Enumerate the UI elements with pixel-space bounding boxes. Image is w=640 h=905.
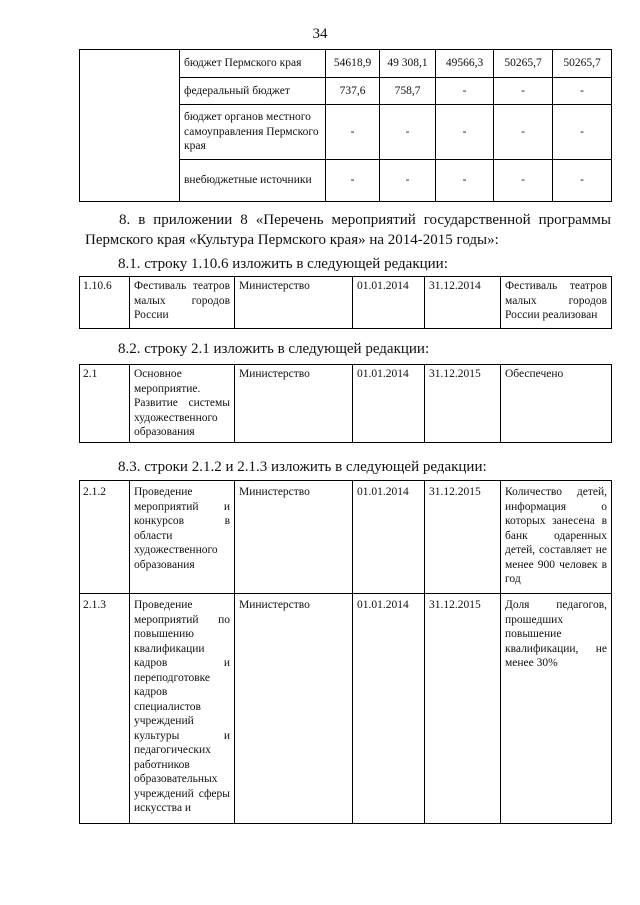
end-date: 31.12.2015 bbox=[425, 481, 501, 594]
row-table-2-1 bbox=[79, 364, 612, 443]
start-date: 01.01.2014 bbox=[353, 277, 425, 329]
end-date: 31.12.2014 bbox=[425, 277, 501, 329]
event-name: Проведение мероприятий по повышению квалификации кадров и переподготовке кадров специалистов учреждений культуры и педагогических работников образовательных учреждений сферы искусства и bbox=[130, 594, 235, 824]
table-row bbox=[80, 594, 612, 824]
funding-value: 50265,7 bbox=[494, 50, 553, 78]
start-date: 01.01.2014 bbox=[353, 365, 425, 443]
funding-value: - bbox=[326, 160, 380, 202]
event-name: Фестиваль театров малых городов России bbox=[130, 277, 235, 329]
start-date: 01.01.2014 bbox=[353, 594, 425, 824]
funding-value: - bbox=[436, 78, 494, 105]
heading-8-3: 8.3. строки 2.1.2 и 2.1.3 изложить в следующей редакции: bbox=[118, 459, 487, 475]
funding-value: 50265,7 bbox=[553, 50, 612, 78]
funding-value: - bbox=[436, 160, 494, 202]
funding-value: - bbox=[380, 160, 436, 202]
end-date: 31.12.2015 bbox=[425, 594, 501, 824]
funding-value: - bbox=[553, 78, 612, 105]
funding-value: - bbox=[494, 160, 553, 202]
row-number: 1.10.6 bbox=[80, 277, 130, 329]
row-number: 2.1.3 bbox=[80, 594, 130, 824]
event-name: Проведение мероприятий и конкурсов в области художественного образования bbox=[130, 481, 235, 594]
funding-row bbox=[80, 50, 612, 78]
result: Обеспечено bbox=[501, 365, 612, 443]
funding-value: - bbox=[380, 105, 436, 160]
funding-value: - bbox=[494, 78, 553, 105]
page-number: 34 bbox=[312, 26, 328, 42]
funding-empty-cell bbox=[80, 50, 180, 202]
funding-value: - bbox=[553, 160, 612, 202]
row-number: 2.1 bbox=[80, 365, 130, 443]
executor: Министерство bbox=[235, 365, 353, 443]
end-date: 31.12.2015 bbox=[425, 365, 501, 443]
row-table-2-1-2-and-2-1-3 bbox=[79, 480, 612, 824]
heading-8-1: 8.1. строку 1.10.6 изложить в следующей редакции: bbox=[118, 256, 448, 272]
result: Доля педагогов, прошедших повышение квалификации, не менее 30% bbox=[501, 594, 612, 824]
row-number: 2.1.2 bbox=[80, 481, 130, 594]
funding-label: бюджет Пермского края bbox=[180, 50, 326, 78]
row-table-1-10-6 bbox=[79, 276, 612, 329]
heading-8-2: 8.2. строку 2.1 изложить в следующей редакции: bbox=[118, 341, 430, 357]
funding-label: федеральный бюджет bbox=[180, 78, 326, 105]
funding-table bbox=[79, 49, 612, 202]
funding-value: - bbox=[326, 105, 380, 160]
table-row bbox=[80, 481, 612, 594]
result: Фестиваль театров малых городов России реализован bbox=[501, 277, 612, 329]
funding-value: - bbox=[494, 105, 553, 160]
funding-value: 54618,9 bbox=[326, 50, 380, 78]
funding-value: 49 308,1 bbox=[380, 50, 436, 78]
executor: Министерство bbox=[235, 277, 353, 329]
executor: Министерство bbox=[235, 594, 353, 824]
table-row bbox=[80, 277, 612, 329]
result: Количество детей, информация о которых занесена в банк одаренных детей, составляет не менее 900 человек в год bbox=[501, 481, 612, 594]
table-row bbox=[80, 365, 612, 443]
event-name: Основное мероприятие. Развитие системы художественного образования bbox=[130, 365, 235, 443]
funding-value: 737,6 bbox=[326, 78, 380, 105]
paragraph-8: 8. в приложении 8 «Перечень мероприятий государственной программы Пермского края «Культура Пермского края» на 2014-2015 годы»: bbox=[85, 212, 611, 248]
funding-value: - bbox=[436, 105, 494, 160]
funding-value: 49566,3 bbox=[436, 50, 494, 78]
funding-label: внебюджетные источники bbox=[180, 160, 326, 202]
funding-value: 758,7 bbox=[380, 78, 436, 105]
start-date: 01.01.2014 bbox=[353, 481, 425, 594]
executor: Министерство bbox=[235, 481, 353, 594]
funding-label: бюджет органов местного самоуправления Пермского края bbox=[180, 105, 326, 160]
funding-value: - bbox=[553, 105, 612, 160]
